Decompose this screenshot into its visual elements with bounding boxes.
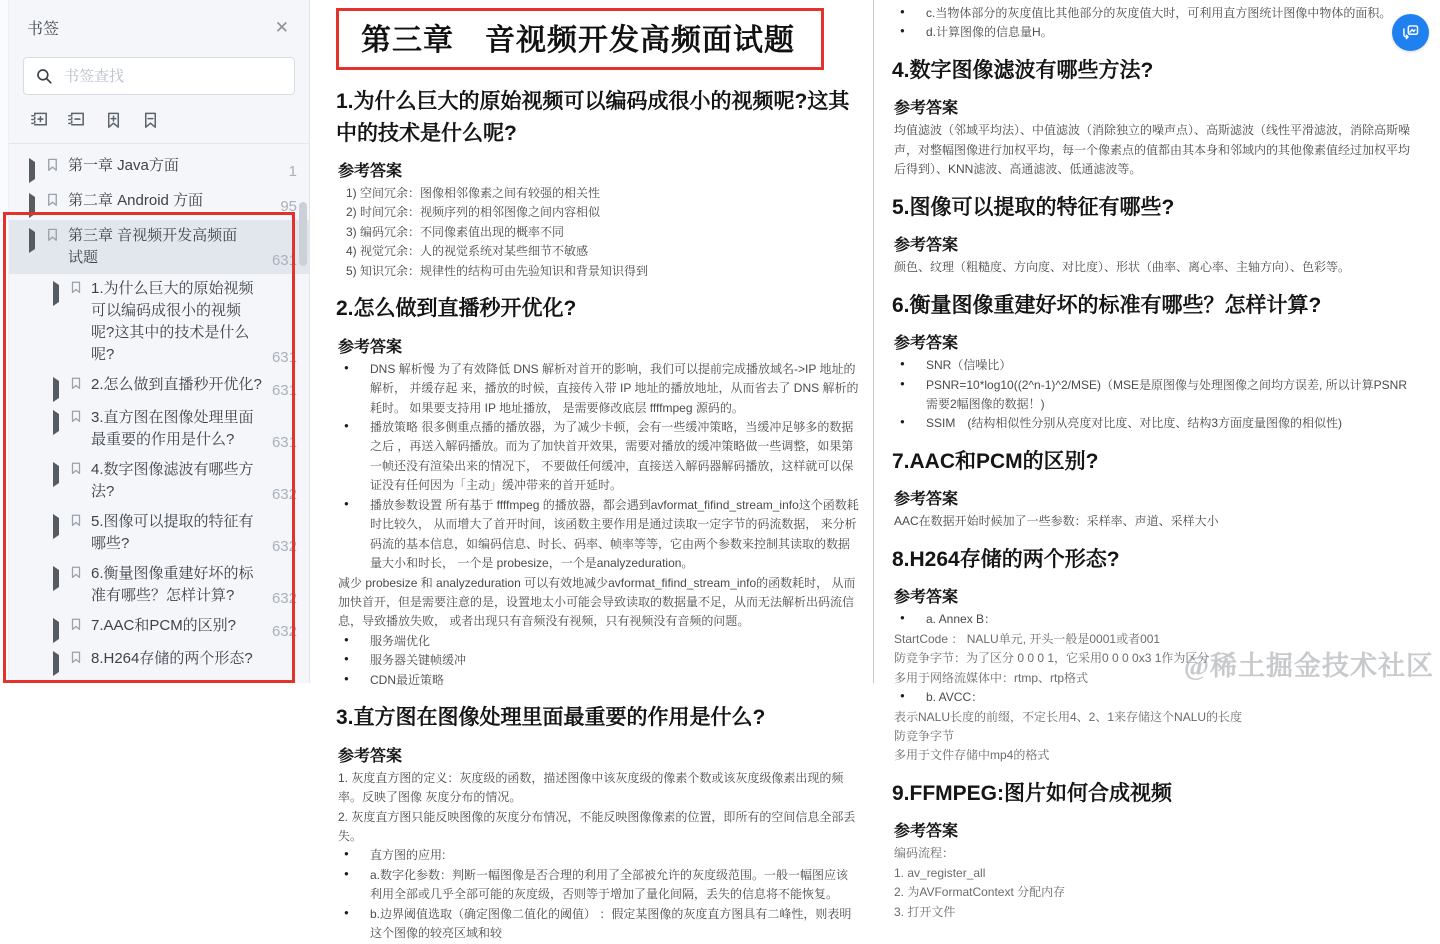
bookmark-item-chapter3[interactable] [9,220,309,274]
bookmark-page-number: 631 [271,252,297,269]
bookmark-page-number: 632 [271,623,297,640]
bookmark-icon [69,513,83,533]
question-5-heading: 5.图像可以提取的特征有哪些? [892,195,1175,219]
bookmark-icon [45,227,60,248]
remove-bookmark-icon[interactable] [138,108,162,132]
answer-label: 参考答案 [894,491,959,509]
answer-bullet: ● c.当物体部分的灰度值比其他部分的灰度值大时，可利用直方图统计图像中物体的面积。 [886,4,1416,23]
collapse-all-icon[interactable] [64,108,88,132]
bookmark-label[interactable]: 6.衡量图像重建好坏的标准有哪些？怎样计算? [91,565,254,604]
bookmark-icon [69,650,83,670]
answer-line: 2) 时间冗余：视频序列的相邻图像之间内容相似 [346,205,601,220]
chevron-right-icon[interactable] [53,381,61,399]
answer-line: 防竞争字节：为了区分 0 0 0 1，它采用0 0 0 0x3 1作为区分 [894,651,1210,666]
chevron-right-icon[interactable] [29,162,37,180]
bookmark-icon [69,461,83,481]
answer-line: 1. av_register_all [894,865,986,880]
answer-paragraph: 均值滤波（邻域平均法）、中值滤波（消除独立的噪声点）、高斯滤波（线性平滑滤波，消除高斯噪声，对整幅图像进行加权平均，每一个像素点的值都由其本身和邻域内的其他像素值经过加权平均后得到）、KNN滤波、高通滤波、低通滤波等。 [894,123,1411,177]
answer-label: 参考答案 [338,163,403,180]
close-icon[interactable]: ✕ [274,18,289,37]
bookmark-page-number: 632 [271,590,297,607]
bookmark-tree [9,148,309,677]
chevron-right-icon[interactable] [53,466,61,484]
bookmarks-header [9,0,309,47]
bookmark-subitem-7[interactable] [9,611,309,644]
answer-bullet: ● 服务器关键帧缓冲 [330,651,859,670]
answer-label: 参考答案 [338,338,403,356]
bookmark-item-chapter1[interactable] [9,150,309,185]
answer-label: 参考答案 [894,100,959,118]
divider [9,143,309,144]
bookmark-page-number: 632 [271,486,297,503]
chevron-right-icon[interactable] [53,518,61,536]
answer-paragraph: 颜色、纹理（粗糙度、方向度、对比度）、形状（曲率、离心率、主轴方向）、色彩等。 [894,260,1351,275]
document-page-2 [874,0,1440,919]
answer-label: 参考答案 [894,589,959,607]
chevron-right-icon[interactable] [29,197,37,215]
answer-line: StartCode ： NALU单元, 开头一般是0001或者001 [894,631,1161,646]
bookmark-icon [45,157,60,178]
bookmark-subitem-4[interactable] [9,455,309,507]
bookmark-label[interactable]: 1.为什么巨大的原始视频可以编码成很小的视频呢?这其中的技术是什么呢? [91,280,254,363]
answer-line: 4) 视觉冗余：人的视觉系统对某些细节不敏感 [346,244,589,259]
chevron-right-icon[interactable] [53,285,61,303]
bookmark-label[interactable]: 2.怎么做到直播秒开优化? [91,376,262,393]
bookmark-subitem-6[interactable] [9,559,309,611]
question-7-heading: 7.AAC和PCM的区别? [892,449,1099,473]
bookmark-label[interactable]: 第一章 Java方面 [68,157,179,174]
answer-line: 多用于文件存储中mp4的格式 [894,748,1050,763]
bookmarks-title: 书签 [27,21,60,38]
answer-line: 1) 空间冗余：图像相邻像素之间有较强的相关性 [346,186,601,200]
document-page-1 [310,0,873,941]
answer-bullet: ● b.边界阈值选取（确定图像二值化的阈值） ：假定某图像的灰度直方图具有二峰性，则表明这个图像的较亮区域和较 [330,905,859,944]
answer-line: 表示NALU长度的前缀，不定长用4、2、1来存储这个NALU的长度 [894,709,1243,724]
answer-bullet: ● 播放策略 很多侧重点播的播放器，为了减少卡顿，会有一些缓冲策略，当缓冲足够多的数据之后 ，再送入解码播放。而为了加快首开效果，需要对播放的缓冲策略做一些调整，如果第一帧还没有渲染出来的情况下， 不要做任何缓冲，直接送入解码器解码播放，这样就可以保证没有任何因为「主动」缓冲带来的首开延时。 [330,418,859,496]
bookmark-page-number: 631 [271,434,297,451]
answer-line: 防竞争字节 [894,728,955,743]
answer-line: 1. 灰度直方图的定义：灰度级的函数，描述图像中该灰度级的像素个数或该灰度级像素出现的频率。反映了图像 灰度分布的情况。 [338,770,844,805]
answer-bullet: ● 播放参数设置 所有基于 ffffmpeg 的播放器，都会遇到avformat_fifind_stream_info这个函数耗时比较久， 从而增大了首开时间，该函数主要作用是通过读取一定字节的码流数据， 来分析码流的基本信息，如编码信息、时长、码率、帧率等等，它由两个参数来控制其读取的数据量大小和时长， 一个是 probesize，一个是analyzeduration。 [330,496,859,574]
answer-line: 5) 知识冗余：规律性的结构可由先验知识和背景知识得到 [346,263,649,278]
chevron-right-icon[interactable] [53,622,61,640]
answer-bullet: ● b. AVCC： [886,688,1416,707]
expand-all-icon[interactable] [27,108,51,132]
bookmark-icon [45,192,60,213]
bookmark-label[interactable]: 第三章 音视频开发高频面试题 [68,227,238,266]
document-view [310,0,1440,941]
bookmark-subitem-2[interactable] [9,370,309,403]
add-bookmark-icon[interactable] [101,108,125,132]
chevron-right-icon[interactable] [53,570,61,588]
watermark: @稀土掘金技术社区 [1183,651,1434,681]
answer-bullet: ● 直方图的应用: [330,846,859,865]
answer-line: 2. 灰度直方图只能反映图像的灰度分布情况，不能反映图像像素的位置，即所有的空间信息全部丢失。 [338,809,856,843]
answer-label: 参考答案 [338,747,403,765]
bookmark-icon [69,409,83,429]
answer-bullet: ● SSIM (结构相似性分别从亮度对比度、对比度、结构3方面度量图像的相似性) [886,414,1416,433]
bookmark-item-chapter2[interactable] [9,185,309,220]
bookmark-page-number: 95 [280,198,297,215]
answer-line: 编码流程： [894,846,955,861]
save-as-image-button[interactable] [1392,14,1429,51]
bookmark-page-number: 632 [271,538,297,555]
answer-line: 2. 为AVFormatContext 分配内存 [894,885,1066,900]
bookmark-subitem-8[interactable] [9,644,309,677]
answer-bullet: ● PSNR=10*log10((2^n-1)^2/MSE)（MSE是原图像与处理图像之间均方误差, 所以计算PSNR需要2幅图像的数据！) [886,376,1416,415]
bookmark-icon [69,376,83,396]
chevron-right-icon[interactable] [53,414,61,432]
bookmark-label[interactable]: 7.AAC和PCM的区别? [91,617,237,634]
answer-bullet: ● CDN最近策略 [330,671,859,690]
question-1-heading: 1.为什么巨大的原始视频可以编码成很小的视频呢?这其中的技术是什么呢? [336,90,850,145]
bookmark-label[interactable]: 4.数字图像滤波有哪些方法? [91,461,254,500]
bookmark-label[interactable]: 8.H264存储的两个形态? [91,650,253,667]
question-9-heading: 9.FFMPEG:图片如何合成视频 [892,781,1173,805]
bookmark-page-number: 631 [271,382,297,399]
answer-label: 参考答案 [894,335,959,353]
bookmark-page-number: 1 [288,163,297,180]
bookmark-icon [69,617,83,637]
answer-line: 多用于网络流媒体中：rtmp、rtp格式 [894,670,1089,685]
answer-label: 参考答案 [894,237,959,255]
answer-bullet: ● a. Annex B： [886,610,1416,629]
question-6-heading: 6.衡量图像重建好坏的标准有哪些？怎样计算? [892,293,1322,317]
bookmarks-panel [9,0,310,683]
bookmark-toolbar [9,95,309,141]
bookmark-label[interactable]: 5.图像可以提取的特征有哪些? [91,513,254,552]
answer-paragraph: AAC在数据开始时候加了一些参数：采样率、声道、采样大小 [894,514,1219,529]
answer-bullet: ● 服务端优化 [330,632,859,651]
bookmark-page-number: 631 [271,349,297,366]
sidebar-scrollbar-thumb[interactable] [299,202,307,266]
answer-bullet: ● SNR（信噪比） [886,356,1416,375]
chevron-right-icon[interactable] [53,655,61,673]
question-2-heading: 2.怎么做到直播秒开优化? [336,297,577,321]
bookmark-subitem-3[interactable] [9,403,309,455]
answer-bullet: ● DNS 解析慢 为了有效降低 DNS 解析对首开的影响，我们可以提前完成播放域名->IP 地址的解析， 并缓存起 来，播放的时候，直接传入带 IP 地址的播放地址，从而省去了 DNS 解析的耗时。 如果要支持用 IP 地址播放， 是需要修改底层 ffffmpeg 源码的。 [330,360,859,418]
question-4-heading: 4.数字图像滤波有哪些方法? [892,58,1154,82]
bookmark-search[interactable] [23,57,295,95]
answer-line: 3. 打开文件 [894,904,956,919]
answer-paragraph: 减少 probesize 和 analyzeduration 可以有效地减少avformat_fifind_stream_info的函数耗时， 从而加快首开，但是需要注意的是，设置地太小可能会导致读取的数据量不足，从而无法解析出码流信息，导致播放失败， 或者出现只有音频没有视频，只有视频没有音频的问题。 [338,575,856,629]
chapter-title: 第三章 音视频开发高频面试题 [361,24,795,57]
bookmark-label[interactable]: 3.直方图在图像处理里面最重要的作用是什么? [91,409,254,448]
search-input[interactable] [62,67,283,86]
bookmark-icon [69,565,83,585]
annotation-red-box-title [336,8,824,70]
search-icon [35,67,53,85]
chevron-expanded-icon[interactable] [29,232,37,250]
answer-bullet: ● a.数字化参数：判断一幅图像是否合理的利用了全部被允许的灰度级范围。一般一幅图应该利用全部或几乎全部可能的灰度级，否则等于增加了量化间隔，丢失的信息将不能恢复。 [330,866,859,905]
bookmark-subitem-5[interactable] [9,507,309,559]
answer-line: 3) 编码冗余：不同像素值出现的概率不同 [346,224,565,239]
question-8-heading: 8.H264存储的两个形态? [892,547,1120,571]
screenshot-image-icon [1400,22,1421,43]
answer-bullet: ● d.计算图像的信息量H。 [886,23,1416,42]
bookmark-label[interactable]: 第二章 Android 方面 [68,192,204,209]
panel-edge [0,0,9,683]
bookmark-subitem-1[interactable] [9,274,309,370]
bookmark-icon [69,280,83,300]
question-3-heading: 3.直方图在图像处理里面最重要的作用是什么? [336,706,766,730]
answer-label: 参考答案 [894,823,959,841]
